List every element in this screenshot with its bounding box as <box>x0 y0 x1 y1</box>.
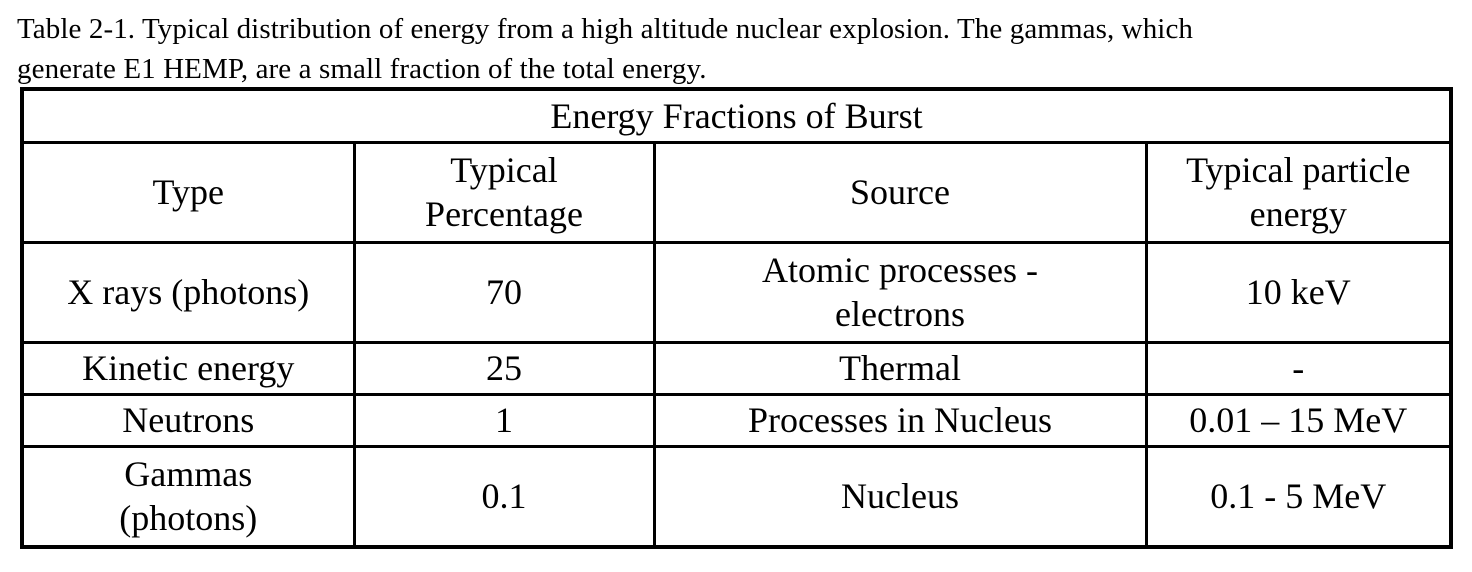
cell-energy: 0.01 – 15 MeV <box>1146 394 1451 446</box>
header-type: Type <box>22 142 354 242</box>
cell-source: Processes in Nucleus <box>654 394 1146 446</box>
table-header-row <box>22 142 1451 242</box>
table-row <box>22 446 1451 547</box>
cell-type: Neutrons <box>22 394 354 446</box>
table-title: Energy Fractions of Burst <box>22 89 1451 142</box>
cell-source: Atomic processes - electrons <box>654 242 1146 342</box>
table-row <box>22 394 1451 446</box>
cell-percentage: 1 <box>354 394 654 446</box>
table-caption <box>17 9 1455 89</box>
cell-source: Thermal <box>654 342 1146 394</box>
table-row <box>22 242 1451 342</box>
cell-type: X rays (photons) <box>22 242 354 342</box>
header-percentage: Typical Percentage <box>354 142 654 242</box>
header-particle-energy: Typical particle energy <box>1146 142 1451 242</box>
cell-energy: 0.1 - 5 MeV <box>1146 446 1451 547</box>
cell-percentage: 70 <box>354 242 654 342</box>
caption-line-2: generate E1 HEMP, are a small fraction of the total energy. <box>17 53 707 85</box>
cell-percentage: 0.1 <box>354 446 654 547</box>
cell-type: Kinetic energy <box>22 342 354 394</box>
table-title-row <box>22 89 1451 142</box>
cell-energy: - <box>1146 342 1451 394</box>
caption-line-1: Table 2-1. Typical distribution of energy from a high altitude nuclear explosion. The gammas, which <box>17 13 1194 45</box>
cell-percentage: 25 <box>354 342 654 394</box>
cell-source: Nucleus <box>654 446 1146 547</box>
energy-fractions-table <box>20 87 1453 549</box>
table-row <box>22 342 1451 394</box>
cell-type: Gammas (photons) <box>22 446 354 547</box>
cell-energy: 10 keV <box>1146 242 1451 342</box>
header-source: Source <box>654 142 1146 242</box>
